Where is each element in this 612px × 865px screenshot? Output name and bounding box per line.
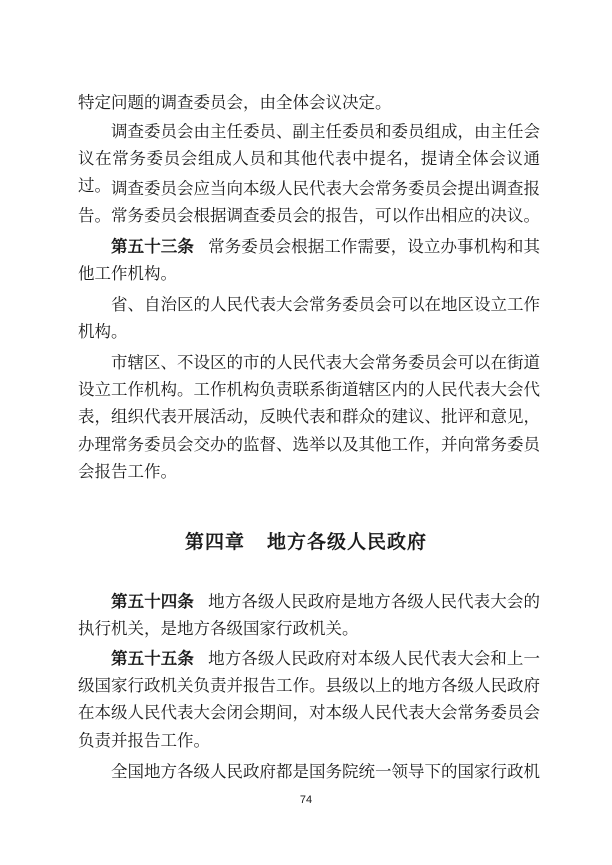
- paragraph-text: 常务委员会根据工作需要，设立办事机构和其他工作机构。: [78, 237, 541, 284]
- paragraph-3: [78, 175, 540, 229]
- paragraph-text: 全国地方各级人民政府都是国务院统一领导下的国家行政机: [111, 762, 540, 781]
- article-number: 第五十四条: [111, 592, 194, 611]
- article-53: [78, 233, 540, 287]
- article-55: [78, 645, 540, 754]
- paragraph-6: [78, 349, 540, 485]
- page-number: 74: [299, 794, 313, 806]
- paragraph-text: 调查委员会由主任委员、副主任委员和委员组成，由主任会议在常务委员会组成人员和其他代表中提名，提请全体会议通过。: [78, 122, 540, 196]
- article-54: [78, 588, 540, 642]
- paragraph-text: 特定问题的调查委员会，由全体会议决定。: [78, 93, 392, 112]
- paragraph-1: [78, 89, 540, 116]
- chapter-heading: [0, 527, 612, 554]
- paragraph-9: [78, 758, 540, 785]
- article-number: 第五十五条: [111, 649, 194, 668]
- paragraph-5: [78, 291, 540, 345]
- paragraph-text: 省、自治区的人民代表大会常务委员会可以在地区设立工作机构。: [78, 295, 540, 342]
- chapter-number: 第四章: [184, 531, 245, 553]
- paragraph-text: 地方各级人民政府是地方各级人民代表大会的执行机关，是地方各级国家行政机关。: [78, 592, 541, 639]
- paragraph-text: 市辖区、不设区的市的人民代表大会常务委员会可以在街道设立工作机构。工作机构负责联系街道辖区内的人民代表大会代表，组织代表开展活动，反映代表和群众的建议、批评和意见，办理常务委员会交办的监督、选举以及其他工作，并向常务委员会报告工作。: [78, 353, 540, 481]
- article-number: 第五十三条: [111, 237, 194, 256]
- paragraph-text: 地方各级人民政府对本级人民代表大会和上一级国家行政机关负责并报告工作。县级以上的地方各级人民政府在本级人民代表大会闭会期间，对本级人民代表大会常务委员会负责并报告工作。: [78, 649, 541, 750]
- paragraph-text: 调查委员会应当向本级人民代表大会常务委员会提出调查报告。常务委员会根据调查委员会的报告，可以作出相应的决议。: [78, 179, 540, 226]
- chapter-title: 地方各级人民政府: [267, 531, 428, 553]
